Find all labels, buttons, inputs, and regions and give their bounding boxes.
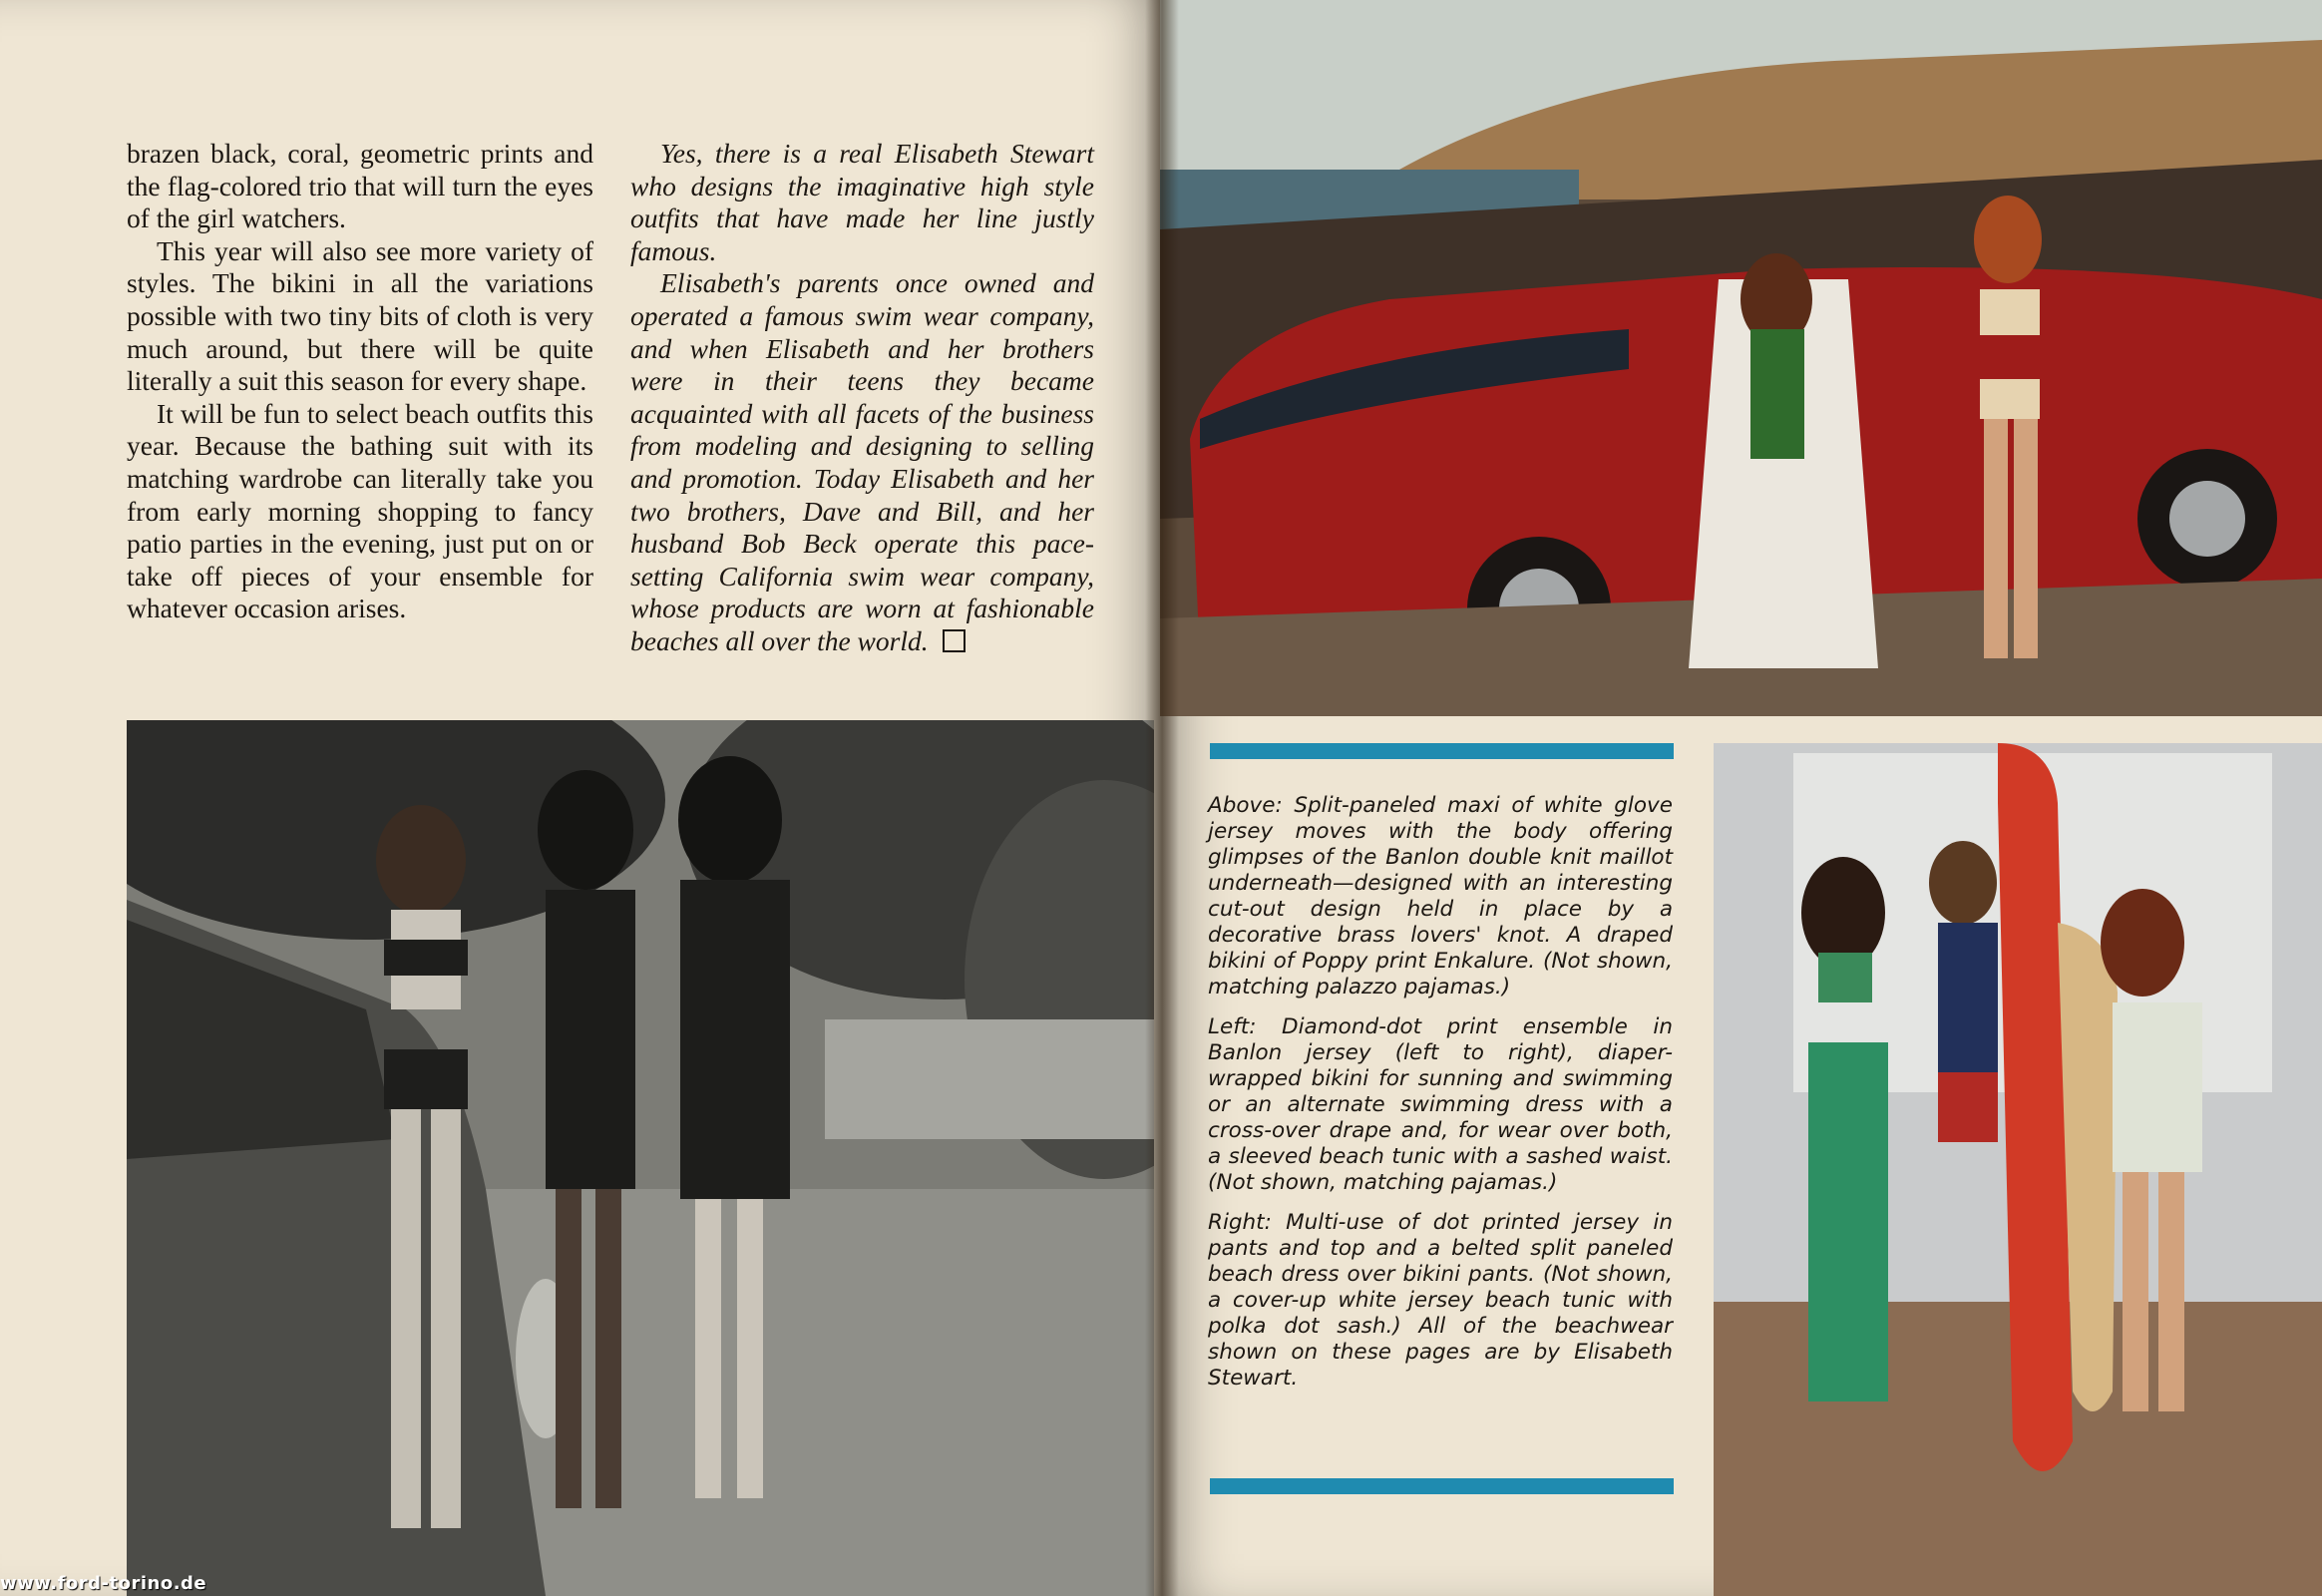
color-photo-illustration	[1160, 0, 2322, 716]
caption-divider-bottom	[1210, 1478, 1674, 1494]
paragraph-with-end-mark	[630, 267, 1094, 657]
site-watermark: www.ford-torino.de	[0, 1573, 207, 1594]
color-photo-lifeguard-stand	[1714, 743, 2322, 1596]
end-of-article-mark	[943, 629, 966, 652]
caption-divider-top	[1210, 743, 1674, 759]
paragraph: brazen black, coral, geometric prints and the flag-colored trio that will turn the eyes of the girl watchers.	[127, 138, 593, 234]
color-photo-illustration-2	[1714, 743, 2322, 1596]
caption-above: Above: Split-paneled maxi of white glove jersey moves with the body offering glimpses of the Banlon double knit maillot underneath—designed with an interesting cut-out design held in place by a decorative brass lovers' knot. A draped bikini of Poppy print Enkalure. (Not shown, matching palazzo pajamas.)	[1208, 793, 1673, 999]
article-column-2	[630, 138, 1094, 658]
article-column-1	[127, 138, 593, 625]
bw-photo-illustration	[127, 720, 1154, 1596]
paragraph: Yes, there is a real Elisabeth Stewart who designs the imaginative high style outfits that have made her line justly famous.	[630, 138, 1094, 266]
color-photo-red-car-beach	[1160, 0, 2322, 716]
bw-photo-three-models-by-car	[127, 720, 1154, 1596]
book-gutter	[1145, 0, 1179, 1596]
caption-right: Right: Multi-use of dot printed jersey in pants and top and a belted split paneled beach dress over bikini pants. (Not shown, a cover-up white jersey beach tunic with polka dot sash.) All of the beachwear shown on these pages are by Elisabeth Stewart.	[1208, 1210, 1673, 1391]
paragraph: It will be fun to select beach outfits this year. Because the bathing suit with its matching wardrobe can literally take you from early morning shopping to fancy patio parties in the evening, just put on or take off pieces of your ensemble for whatever occasion arises.	[127, 397, 593, 624]
caption-left: Left: Diamond-dot print ensemble in Banlon jersey (left to right), diaper-wrapped bikini for sunning and swimming or an alternate swimming dress with a cross-over drape and, for wear over both, a sleeved beach tunic with a sashed waist. (Not shown, matching pajamas.)	[1208, 1014, 1673, 1195]
paragraph: This year will also see more variety of styles. The bikini in all the variations possible with two tiny bits of cloth is very much around, but there will be quite literally a suit this season for every shape.	[127, 234, 593, 397]
photo-captions	[1208, 793, 1673, 1405]
paragraph: Elisabeth's parents once owned and operated a famous swim wear company, and when Elisabeth and her brothers were in their teens they became acquainted with all facets of the business from modeling and designing to selling and promotion. Today Elisabeth and her two brothers, Dave and Bill, and her husband Bob Beck operate this pace-setting California swim wear company, whose products are worn at fashionable beaches all over the world.	[630, 267, 1094, 656]
